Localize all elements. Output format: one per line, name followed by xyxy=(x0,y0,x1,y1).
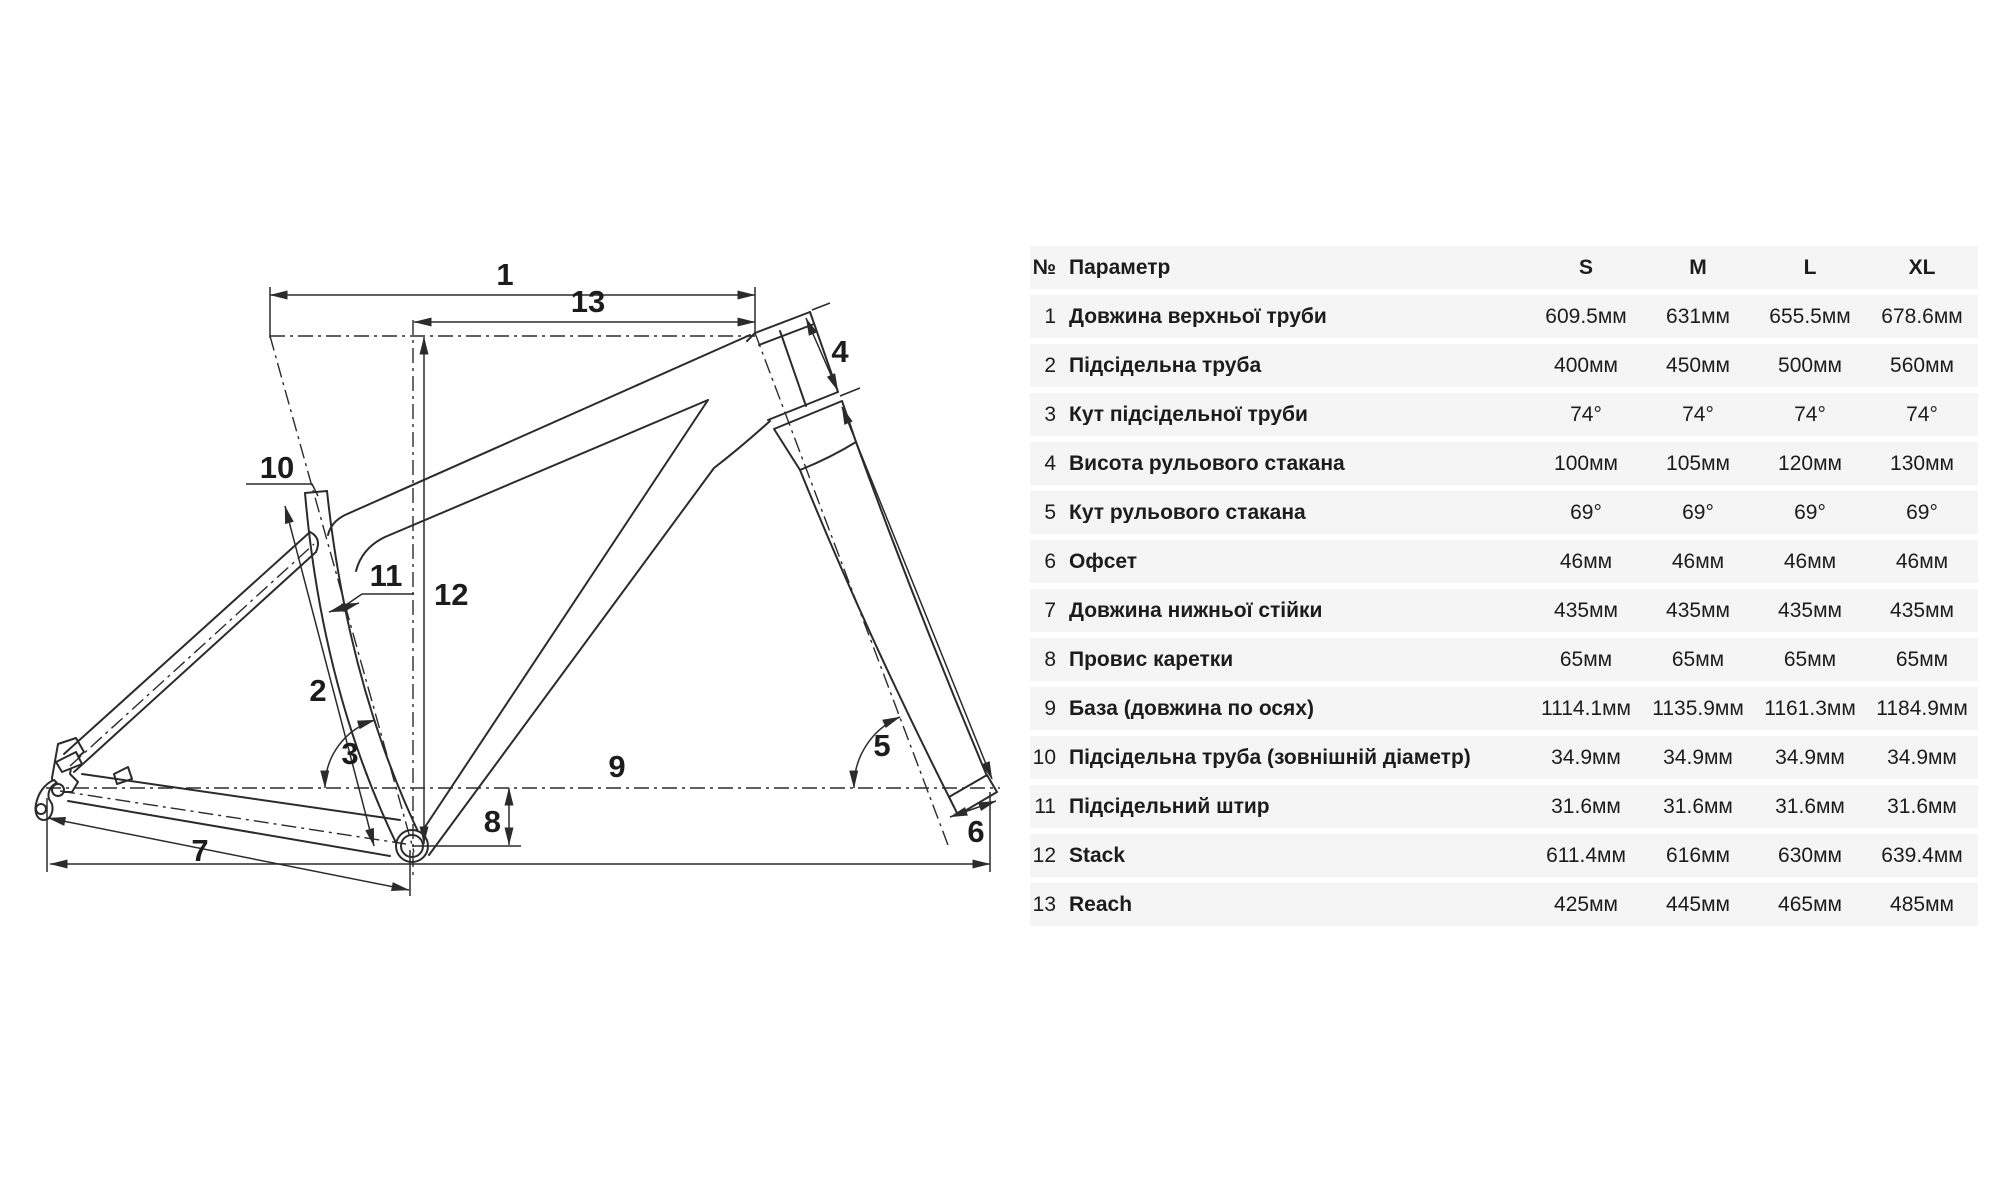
dim10-leader xyxy=(246,484,318,496)
frame-tubes xyxy=(35,312,997,862)
row-value-s: 609.5мм xyxy=(1545,305,1627,328)
row-value-m: 74° xyxy=(1682,403,1714,426)
row-value-xl: 435мм xyxy=(1890,599,1954,622)
row-value-s: 46мм xyxy=(1559,550,1613,573)
dim-label-1: 1 xyxy=(496,257,514,292)
head-tube-left-edge xyxy=(747,333,755,341)
row-value-m: 450мм xyxy=(1666,354,1730,377)
chainstay-lower-edge xyxy=(68,801,390,856)
row-number: 3 xyxy=(1044,403,1056,426)
dim-label-10: 10 xyxy=(259,450,295,485)
row-value-l: 74° xyxy=(1794,403,1826,426)
dim-label-6: 6 xyxy=(967,814,985,849)
seatstay-centerline xyxy=(70,544,314,766)
row-param: Висота рульового стакана xyxy=(1069,453,1345,474)
fork-axis-line xyxy=(842,407,992,779)
row-value-l: 655.5мм xyxy=(1769,305,1851,328)
head-tube-inner-line xyxy=(780,331,806,406)
dim-label-2: 2 xyxy=(309,673,327,708)
row-value-s: 100мм xyxy=(1554,452,1618,475)
row-value-m: 69° xyxy=(1682,501,1714,524)
row-value-xl: 639.4мм xyxy=(1881,844,1963,867)
dim-label-7: 7 xyxy=(191,833,209,868)
table-row xyxy=(1030,393,1978,436)
row-value-s: 31.6мм xyxy=(1551,795,1621,818)
row-param: База (довжина по осях) xyxy=(1069,698,1314,719)
headset-cap-line xyxy=(759,324,814,345)
row-param: Провис каретки xyxy=(1069,649,1234,670)
table-row xyxy=(1030,344,1978,387)
dimension-lines xyxy=(47,287,996,896)
row-param: Підсідельна труба (зовнішній діаметр) xyxy=(1069,747,1471,768)
row-value-m: 616мм xyxy=(1666,844,1730,867)
row-value-m: 31.6мм xyxy=(1663,795,1733,818)
row-value-m: 1135.9мм xyxy=(1652,697,1744,720)
dim-label-5: 5 xyxy=(873,728,891,763)
table-row xyxy=(1030,638,1978,681)
row-value-xl: 74° xyxy=(1906,403,1938,426)
row-value-xl: 678.6мм xyxy=(1881,305,1963,328)
row-value-s: 1114.1мм xyxy=(1541,697,1631,720)
table-row xyxy=(1030,589,1978,632)
chainstay-centerline xyxy=(60,791,406,844)
row-number: 6 xyxy=(1044,550,1056,573)
dim-label-3: 3 xyxy=(341,736,359,771)
row-value-xl: 31.6мм xyxy=(1887,795,1957,818)
head-tube-top-edge xyxy=(755,312,810,333)
table-row xyxy=(1030,442,1978,485)
row-value-s: 74° xyxy=(1570,403,1602,426)
row-number: 13 xyxy=(1032,893,1056,916)
row-value-xl: 46мм xyxy=(1895,550,1949,573)
row-number: 5 xyxy=(1044,501,1056,524)
table-row xyxy=(1030,834,1978,877)
hanger-hole xyxy=(36,804,46,814)
row-value-xl: 69° xyxy=(1906,501,1938,524)
row-value-m: 445мм xyxy=(1666,893,1730,916)
row-param: Довжина верхньої труби xyxy=(1069,306,1327,327)
header-param: Параметр xyxy=(1069,257,1171,278)
table-row xyxy=(1030,883,1978,926)
row-param: Stack xyxy=(1069,845,1126,866)
row-value-m: 631мм xyxy=(1666,305,1730,328)
row-number: 7 xyxy=(1044,599,1056,622)
steering-axis xyxy=(755,333,948,845)
row-value-xl: 34.9мм xyxy=(1887,746,1957,769)
header-size-l: L xyxy=(1803,256,1817,279)
row-number: 9 xyxy=(1044,697,1056,720)
rear-axle xyxy=(52,784,64,796)
table-row xyxy=(1030,736,1978,779)
dim4-ext-bottom xyxy=(840,388,860,396)
row-value-m: 46мм xyxy=(1671,550,1725,573)
row-value-xl: 485мм xyxy=(1890,893,1954,916)
row-value-l: 1161.3мм xyxy=(1764,697,1856,720)
row-value-l: 120мм xyxy=(1778,452,1842,475)
row-value-l: 435мм xyxy=(1778,599,1842,622)
row-value-s: 34.9мм xyxy=(1551,746,1621,769)
table-row xyxy=(1030,785,1978,828)
row-value-m: 105мм xyxy=(1666,452,1730,475)
row-value-xl: 1184.9мм xyxy=(1876,697,1968,720)
dim-label-12: 12 xyxy=(434,577,469,612)
row-value-l: 34.9мм xyxy=(1775,746,1845,769)
row-value-l: 46мм xyxy=(1783,550,1837,573)
down-tube-upper-edge xyxy=(421,400,708,833)
header-num: № xyxy=(1032,256,1056,279)
row-value-l: 31.6мм xyxy=(1775,795,1845,818)
row-param: Офсет xyxy=(1069,551,1138,572)
dim-label-13: 13 xyxy=(570,284,606,319)
row-number: 2 xyxy=(1044,354,1056,377)
row-value-s: 65мм xyxy=(1559,648,1613,671)
row-value-m: 65мм xyxy=(1671,648,1725,671)
row-value-l: 65мм xyxy=(1783,648,1837,671)
row-value-l: 69° xyxy=(1794,501,1826,524)
row-number: 12 xyxy=(1032,844,1056,867)
row-param: Підсідельний штир xyxy=(1069,796,1270,817)
header-size-xl: XL xyxy=(1908,256,1936,279)
row-value-xl: 560мм xyxy=(1890,354,1954,377)
row-value-l: 500мм xyxy=(1778,354,1842,377)
dim-label-8: 8 xyxy=(483,804,501,839)
table-header-row xyxy=(1030,246,1978,289)
row-number: 8 xyxy=(1044,648,1056,671)
table-row xyxy=(1030,540,1978,583)
table-row xyxy=(1030,687,1978,730)
row-value-s: 611.4мм xyxy=(1546,844,1626,867)
dim-label-4: 4 xyxy=(831,334,849,369)
row-param: Підсідельна труба xyxy=(1069,355,1262,376)
seatstay-upper-edge xyxy=(64,532,310,754)
dim-label-9: 9 xyxy=(608,749,626,784)
dim4-ext-top xyxy=(812,303,830,310)
dim-label-11: 11 xyxy=(369,558,403,593)
table-row xyxy=(1030,295,1978,338)
row-value-l: 465мм xyxy=(1778,893,1842,916)
chainstay-upper-edge xyxy=(82,774,400,820)
header-size-m: M xyxy=(1689,256,1707,279)
row-number: 11 xyxy=(1034,795,1056,818)
seatstay-lower-edge xyxy=(74,552,316,772)
header-size-s: S xyxy=(1578,256,1593,279)
row-value-m: 435мм xyxy=(1666,599,1730,622)
dimension-labels xyxy=(191,257,984,868)
row-number: 4 xyxy=(1044,452,1056,475)
row-value-m: 34.9мм xyxy=(1663,746,1733,769)
row-value-s: 69° xyxy=(1570,501,1602,524)
row-param: Довжина нижньої стійки xyxy=(1069,600,1323,621)
down-tube-lower-edge xyxy=(429,421,770,855)
row-value-l: 630мм xyxy=(1778,844,1842,867)
row-param: Кут рульового стакана xyxy=(1069,502,1306,523)
row-number: 1 xyxy=(1044,305,1056,328)
row-value-xl: 65мм xyxy=(1895,648,1949,671)
row-value-xl: 130мм xyxy=(1890,452,1954,475)
geometry-table xyxy=(1030,246,1978,932)
table-row xyxy=(1030,491,1978,534)
row-param: Reach xyxy=(1069,894,1133,915)
row-number: 10 xyxy=(1032,746,1056,769)
top-tube-lower-edge xyxy=(356,400,708,571)
row-value-s: 425мм xyxy=(1554,893,1618,916)
row-value-s: 400мм xyxy=(1554,354,1618,377)
centerlines xyxy=(46,320,1000,880)
row-param: Кут підсідельної труби xyxy=(1069,404,1308,425)
row-value-s: 435мм xyxy=(1554,599,1618,622)
